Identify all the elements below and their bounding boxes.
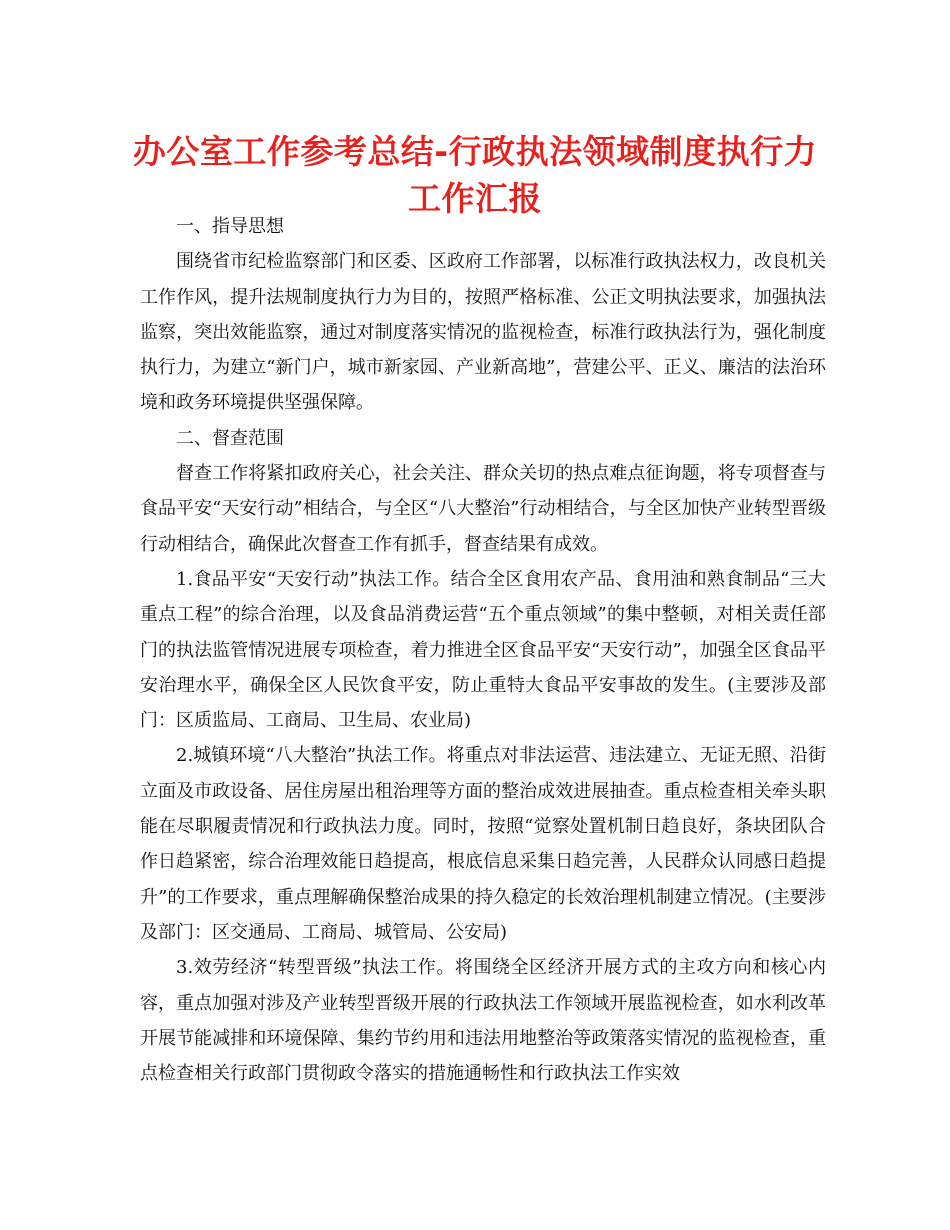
paragraph-item-urban-environment: 2.城镇环境“八大整治”执法工作。将重点对非法运营、违法建立、无证无照、沿街立面及市政设备、居住房屋出租治理等方面的整治成效进展抽查。重点检查相关牵头职能在尽职履责情况和行政执法力度。同时，按照“觉察处置机制日趋良好，条块团队合作日趋紧密，综合治理效能日趋提高，根底信息采集日趋完善，人民群众认同感日趋提升”的工作要求，重点理解确保整治成果的持久稳定的长效治理机制建立情况。(主要涉及部门：区交通局、工商局、城管局、公安局) [140,745,826,943]
document-title: 办公室工作参考总结-行政执法领域制度执行力工作汇报 [132,132,818,218]
paragraph-item-food-safety: 1.食品平安“天安行动”执法工作。结合全区食用农产品、食用油和熟食制品“三大重点工程”的综合治理，以及食品消费运营“五个重点领域”的集中整顿，对相关责任部门的执法监管情况进展专项检查，着力推进全区食品平安“天安行动”，加强全区食品平安治理水平，确保全区人民饮食平安，防止重特大食品平安事故的发生。(主要涉及部门：区质监局、工商局、卫生局、农业局) [140,568,826,732]
section-heading-inspection-scope: 二、督查范围 [176,427,284,449]
section-heading-guiding-thought: 一、指导思想 [176,216,284,237]
document-body [140,209,826,1091]
paragraph-inspection-scope: 督查工作将紧扣政府关心，社会关注、群众关切的热点难点征询题，将专项督查与食品平安“天安行动”相结合，与全区“八大整治”行动相结合，与全区加快产业转型晋级行动相结合，确保此次督查工作有抓手，督查结果有成效。 [140,463,826,555]
paragraph-item-economic-transformation: 3.效劳经济“转型晋级”执法工作。将围绕全区经济开展方式的主攻方向和核心内容，重点加强对涉及产业转型晋级开展的行政执法工作领域开展监视检查，如水利改革开展节能减排和环境保障、集约节约用和违法用地整治等政策落实情况的监视检查，重点检查相关行政部门贯彻政令落实的措施通畅性和行政执法工作实效 [140,957,826,1085]
paragraph-guiding-thought: 围绕省市纪检监察部门和区委、区政府工作部署，以标准行政执法权力，改良机关工作作风，提升法规制度执行力为目的，按照严格标准、公正文明执法要求，加强执法监察，突出效能监察，通过对制度落实情况的监视检查，标准行政执法行为，强化制度执行力，为建立“新门户，城市新家园、产业新高地”，营建公平、正义、廉洁的法治环境和政务环境提供坚强保障。 [140,251,826,414]
